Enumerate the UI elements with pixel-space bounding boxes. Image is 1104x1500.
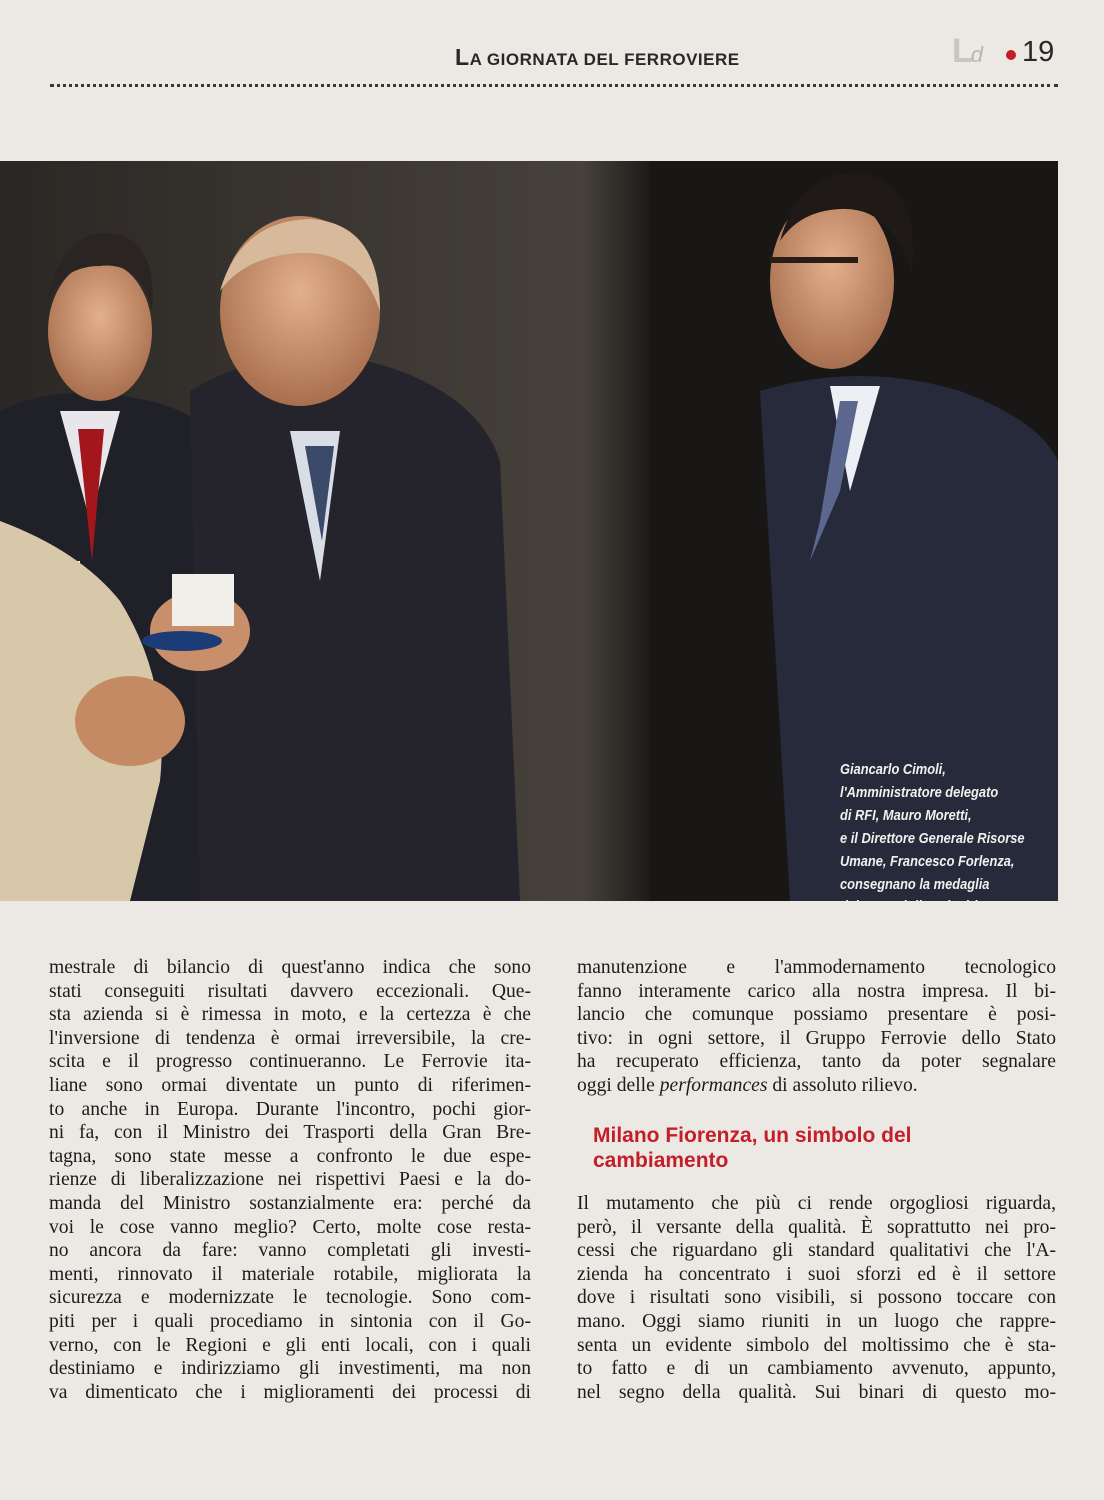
text-line: tivo: in ogni settore, il Gruppo Ferrovie dello Stato bbox=[577, 1027, 1056, 1049]
header-dotted-rule bbox=[50, 84, 1058, 87]
text-line: manutenzione e l'ammodernamento tecnologico bbox=[577, 957, 1056, 978]
text-line: Il mutamento che più ci rende orgogliosi riguarda, bbox=[577, 1193, 1056, 1214]
running-header-cap: L bbox=[455, 44, 470, 70]
text-line: to fatto e di un cambiamento avvenuto, appunto, bbox=[577, 1358, 1056, 1380]
caption-line: e il Direttore Generale Risorse bbox=[840, 830, 1025, 847]
body-column-right-bottom bbox=[577, 1192, 1056, 1404]
caption-line: Giancarlo Cimoli, bbox=[840, 762, 946, 778]
caption-line bbox=[840, 896, 1034, 901]
text-line: va dimenticato che i miglioramenti dei processi di bbox=[49, 1381, 531, 1403]
text-line: dove i risultati sono visibili, si possono toccare con bbox=[577, 1287, 1056, 1309]
caption-line: di RFI, Mauro Moretti, bbox=[840, 807, 972, 824]
text-line: mano. Oggi siamo riuniti in un luogo che rappre- bbox=[577, 1310, 1056, 1332]
caption-line: l'Amministratore delegato bbox=[840, 784, 999, 801]
text-fragment: di assoluto rilievo. bbox=[767, 1074, 918, 1096]
photo-caption bbox=[840, 759, 1034, 901]
text-line: sta azienda si è rimessa in moto, e la certezza è che bbox=[49, 1004, 531, 1026]
text-line: verno, con le Regioni e gli enti locali, con i quali bbox=[49, 1334, 531, 1356]
text-line: ha recuperato efficienza, tanto da poter segnalare bbox=[577, 1051, 1056, 1073]
text-line: destiniamo e indirizziamo gli investimenti, ma non bbox=[49, 1358, 531, 1380]
caption-line: Umane, Francesco Forlenza, bbox=[840, 853, 1015, 870]
ceremony-photo bbox=[0, 161, 1058, 901]
text-line: fanno interamente carico alla nostra impresa. Il bi- bbox=[577, 980, 1056, 1002]
magazine-logo bbox=[952, 32, 981, 71]
text-line: lancio che comunque possiamo presentare è posi- bbox=[577, 1004, 1056, 1026]
text-line: liane sono ormai diventate un punto di riferimen- bbox=[49, 1074, 531, 1096]
text-line: ni fa, con il Ministro dei Trasporti della Gran Bre- bbox=[49, 1122, 531, 1144]
text-line: no ancora da fare: vanno completati gli investi- bbox=[49, 1240, 531, 1262]
text-line: senta un evidente simbolo del moltissimo che è sta- bbox=[577, 1334, 1056, 1356]
logo-letter-small: d bbox=[970, 42, 982, 67]
running-header bbox=[455, 44, 740, 71]
text-line: tagna, sono state messe a confronto le due espe- bbox=[49, 1145, 531, 1167]
section-heading: Milano Fiorenza, un simbolo del cambiamento bbox=[593, 1124, 912, 1172]
text-line: menti, rinnovato il materiale rotabile, migliorata la bbox=[49, 1263, 531, 1285]
text-line: sicurezza e modernizzate le tecnologie. Sono com- bbox=[49, 1287, 531, 1309]
page-number: 19 bbox=[1022, 36, 1055, 68]
text-line: rienze di liberalizzazione nei rispettivi Paesi e la do- bbox=[49, 1169, 531, 1191]
text-line: stati conseguiti risultati davvero eccezionali. Que- bbox=[49, 980, 531, 1002]
text-line: manda del Ministro sostanzialmente era: perché da bbox=[49, 1192, 531, 1214]
text-line-with-italic bbox=[577, 1074, 1056, 1098]
caption-line: consegnano la medaglia bbox=[840, 876, 990, 893]
text-line: voi le cose vanno meglio? Certo, molte cose resta- bbox=[49, 1216, 531, 1238]
text-line: l'inversione di tendenza è ormai irreversibile, la cre- bbox=[49, 1027, 531, 1049]
red-bullet-icon bbox=[1006, 50, 1016, 60]
running-header-text-2: FERROVIERE bbox=[624, 50, 740, 69]
body-column-right-top bbox=[577, 956, 1056, 1098]
italic-word: performances bbox=[659, 1074, 768, 1096]
logo-letter-big: L bbox=[952, 32, 971, 70]
text-line: mestrale di bilancio di quest'anno indica che sono bbox=[49, 957, 531, 978]
text-line: piti per i quali procediamo in sintonia con il Go- bbox=[49, 1310, 531, 1332]
text-line: to anche in Europa. Durante l'incontro, pochi gior- bbox=[49, 1098, 531, 1120]
text-line: nel segno della qualità. Sui binari di questo mo- bbox=[577, 1381, 1056, 1403]
text-line: zienda ha concentrato i suoi sforzi ed è il settore bbox=[577, 1263, 1056, 1285]
text-line: però, il versante della qualità. È soprattutto nei pro- bbox=[577, 1216, 1056, 1238]
body-column-left bbox=[49, 956, 531, 1404]
text-line: cessi che riguardano gli standard qualitativi che l'A- bbox=[577, 1240, 1056, 1262]
text-fragment: oggi delle bbox=[577, 1074, 660, 1096]
text-line: scita e il progresso continueranno. Le Ferrovie ita- bbox=[49, 1051, 531, 1073]
running-header-text: A GIORNATA DEL bbox=[469, 50, 625, 69]
